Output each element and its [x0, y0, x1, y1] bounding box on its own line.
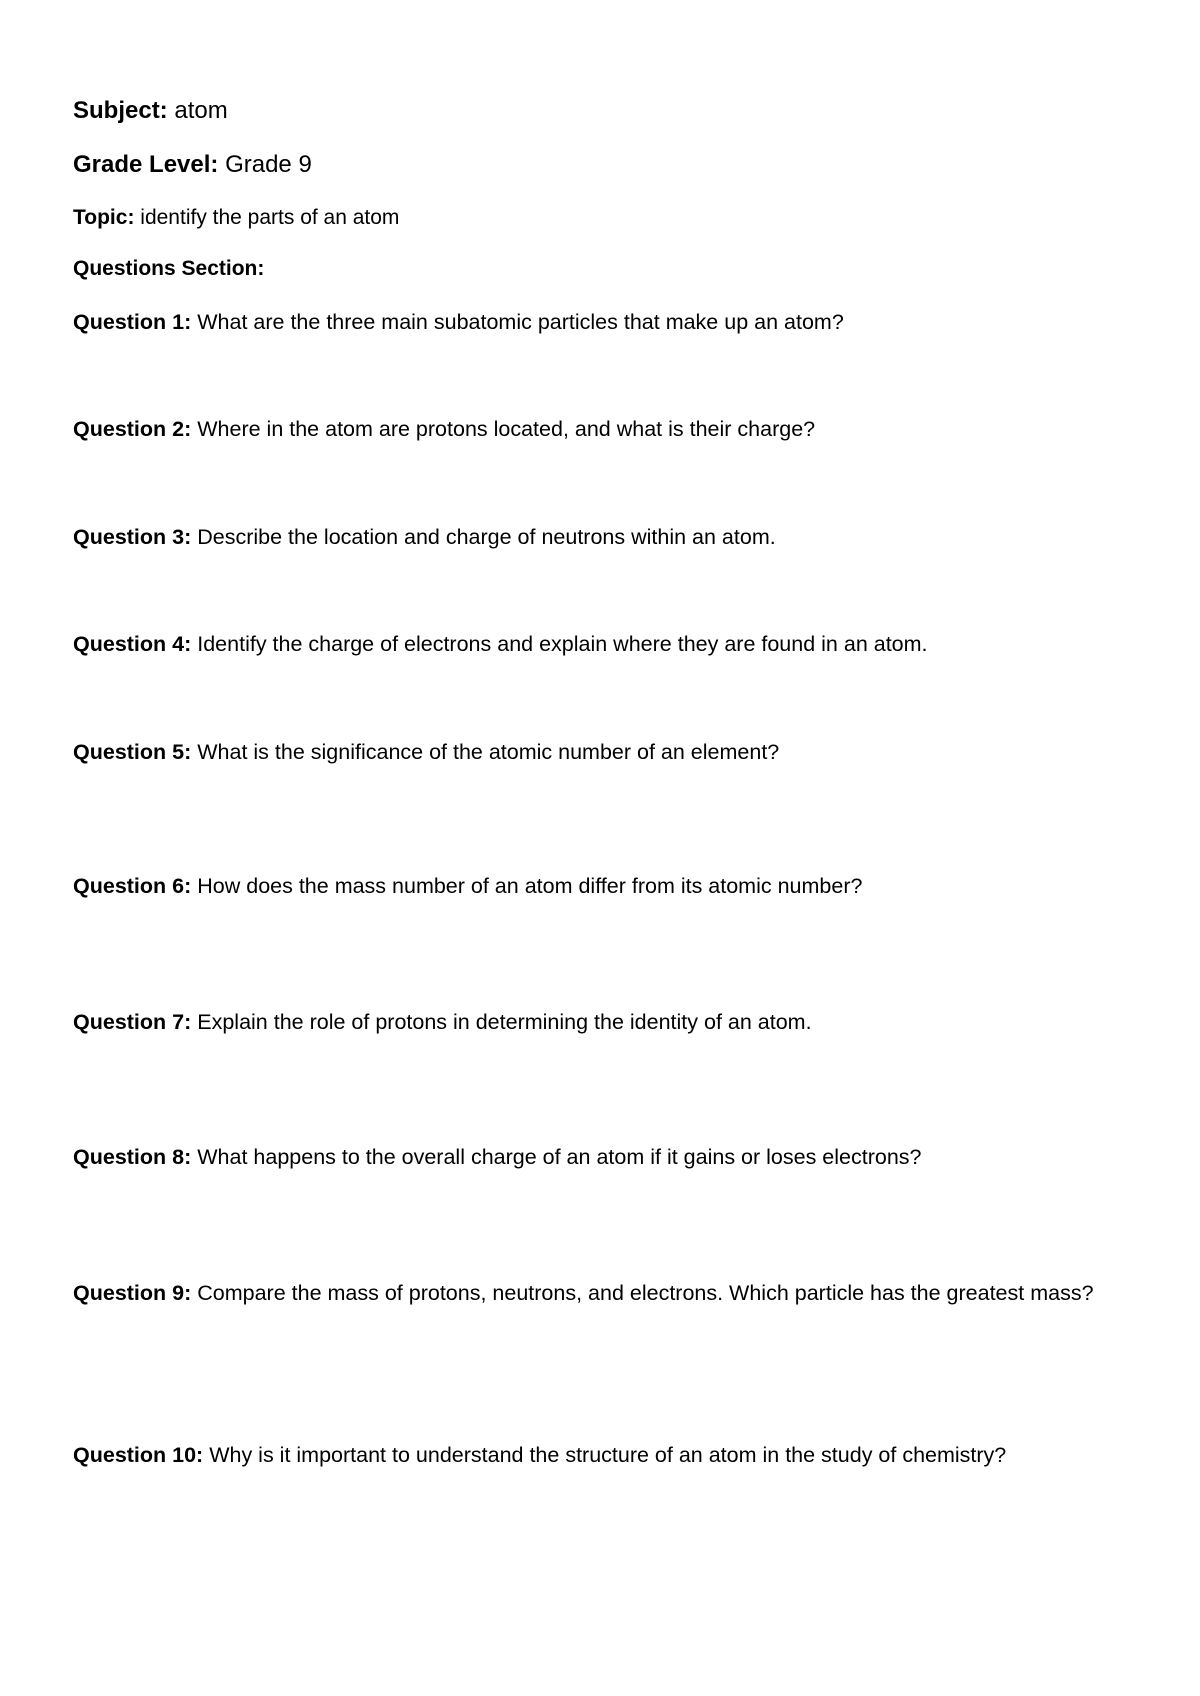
- question-text: How does the mass number of an atom differ from its atomic number?: [197, 874, 863, 898]
- question-text: What is the significance of the atomic number of an element?: [197, 740, 780, 764]
- subject-line: [73, 97, 1133, 125]
- question-text: Describe the location and charge of neutrons within an atom.: [197, 525, 776, 549]
- question-text: Explain the role of protons in determining the identity of an atom.: [197, 1010, 812, 1034]
- topic-line: [73, 205, 1133, 230]
- question-text: What happens to the overall charge of an atom if it gains or loses electrons?: [197, 1145, 922, 1169]
- question-item: [73, 630, 1133, 658]
- question-item: [73, 1008, 1133, 1036]
- question-label: Question 5:: [73, 740, 192, 764]
- question-label: Question 4:: [73, 632, 192, 656]
- question-label: Question 6:: [73, 874, 192, 898]
- question-text: Compare the mass of protons, neutrons, and electrons. Which particle has the greatest mass?: [197, 1281, 1094, 1305]
- topic-label: Topic:: [73, 206, 135, 229]
- question-label: Question 10:: [73, 1443, 204, 1467]
- question-item: [73, 1143, 1133, 1171]
- grade-level-value: Grade 9: [225, 151, 312, 178]
- question-label: Question 2:: [73, 417, 192, 441]
- question-label: Question 7:: [73, 1010, 192, 1034]
- question-label: Question 1:: [73, 310, 192, 334]
- question-item: [73, 308, 1133, 336]
- questions-section-heading: [73, 256, 1133, 281]
- question-text: Why is it important to understand the structure of an atom in the study of chemistry?: [209, 1443, 1007, 1467]
- question-item: [73, 1441, 1133, 1469]
- question-item: [73, 1279, 1133, 1307]
- grade-level-line: [73, 151, 1133, 179]
- question-text: Where in the atom are protons located, and what is their charge?: [197, 417, 816, 441]
- question-text: Identify the charge of electrons and explain where they are found in an atom.: [197, 632, 928, 656]
- subject-value: atom: [174, 97, 228, 124]
- subject-label: Subject:: [73, 97, 168, 124]
- question-item: [73, 523, 1133, 551]
- question-text: What are the three main subatomic particles that make up an atom?: [197, 310, 844, 334]
- questions-section-label: Questions Section:: [73, 257, 265, 280]
- topic-value: identify the parts of an atom: [140, 206, 400, 229]
- question-label: Question 3:: [73, 525, 192, 549]
- question-item: [73, 738, 1133, 766]
- grade-level-label: Grade Level:: [73, 151, 219, 178]
- question-label: Question 8:: [73, 1145, 192, 1169]
- question-item: [73, 872, 1133, 900]
- question-label: Question 9:: [73, 1281, 192, 1305]
- question-item: [73, 415, 1133, 443]
